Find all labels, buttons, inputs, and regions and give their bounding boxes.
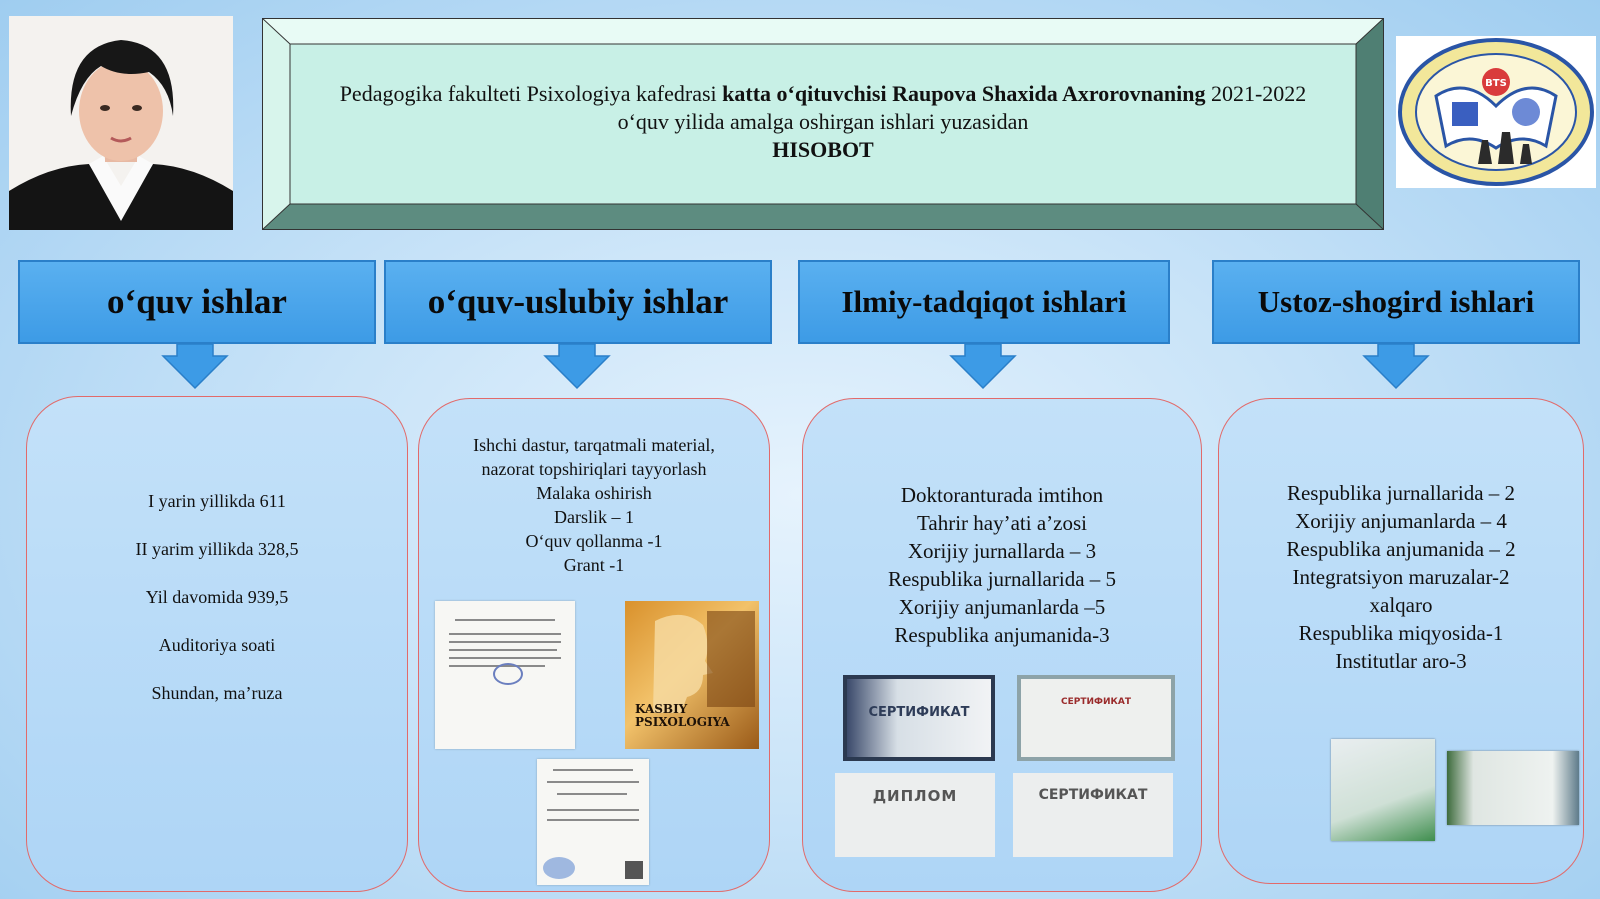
list-item: Respublika anjumanida – 2	[1286, 537, 1516, 561]
list-item: II yarim yillikda 328,5	[135, 539, 299, 559]
list-item: Darslik – 1	[554, 507, 634, 527]
category-ustoz-shogird-ishlari: Ustoz-shogird ishlari	[1212, 260, 1580, 344]
box-ilmiy-tadqiqot	[802, 398, 1202, 892]
list-item: Integratsiyon maruzalar-2	[1292, 565, 1510, 589]
list-item: Yil davomida 939,5	[145, 587, 289, 607]
list-item: O‘quv qollanma -1	[525, 531, 663, 551]
box3-lines	[803, 481, 1201, 649]
category-oquv-ishlar: o‘quv ishlar	[18, 260, 376, 344]
title-prefix: Pedagogika fakulteti Psixologiya kafedrasi	[339, 81, 723, 106]
institute-logo	[1396, 36, 1596, 188]
certificate-image	[1447, 751, 1579, 825]
certificate-image: СЕРТИФИКАТ	[843, 675, 995, 761]
book-title-line1: KASBIY	[635, 702, 688, 716]
list-item: Malaka oshirish	[536, 483, 652, 503]
certificate-image	[1331, 739, 1435, 841]
certificate-image: СЕРТИФИКАТ	[1017, 675, 1175, 761]
certificate-image: ДИПЛОМ	[835, 773, 995, 857]
list-item: xalqaro	[1369, 593, 1433, 617]
list-item: Doktoranturada imtihon	[900, 483, 1104, 507]
report-title	[290, 80, 1356, 164]
title-line3: HISOBOT	[772, 137, 874, 162]
box-ustoz-shogird	[1218, 398, 1584, 884]
arrow-down-icon	[161, 344, 229, 390]
document-image	[537, 759, 649, 885]
category-ilmiy-tadqiqot-ishlari: Ilmiy-tadqiqot ishlari	[798, 260, 1170, 344]
list-item: Ishchi dastur, tarqatmali material,	[473, 435, 715, 455]
arrow-down-icon	[1362, 344, 1430, 390]
list-item: Respublika miqyosida-1	[1298, 621, 1504, 645]
box2-lines	[419, 433, 769, 577]
list-item: Xorijiy anjumanlarda – 4	[1295, 509, 1507, 533]
list-item: Xorijiy anjumanlarda –5	[898, 595, 1106, 619]
title-frame	[262, 18, 1384, 230]
list-item: Auditoriya soati	[158, 635, 276, 655]
arrow-down-icon	[543, 344, 611, 390]
list-item: I yarin yillikda 611	[148, 491, 286, 511]
list-item: Tahrir hay’ati a’zosi	[917, 511, 1087, 535]
portrait-photo	[9, 16, 233, 230]
list-item: Xorijiy jurnallarda – 3	[907, 539, 1097, 563]
list-item: Respublika jurnallarida – 5	[887, 567, 1117, 591]
list-item: Grant -1	[563, 555, 625, 575]
book-title-line2: PSIXOLOGIYA	[635, 715, 730, 729]
box4-lines	[1219, 479, 1583, 675]
title-bold: katta o‘qituvchisi Raupova Shaxida Axrorovnaning	[722, 81, 1206, 106]
title-line2: o‘quv yilida amalga oshirgan ishlari yuzasidan	[617, 109, 1029, 134]
certificate-image: СЕРТИФИКАТ	[1013, 773, 1173, 857]
title-suffix: 2021-2022	[1205, 81, 1307, 106]
logo-text: BTS	[1485, 78, 1507, 89]
book-cover-image	[625, 601, 759, 749]
arrow-down-icon	[949, 344, 1017, 390]
list-item: Shundan, ma’ruza	[151, 683, 283, 703]
box-oquv-uslubiy	[418, 398, 770, 892]
list-item: nazorat topshiriqlari tayyorlash	[481, 459, 707, 479]
list-item: Respublika anjumanida-3	[894, 623, 1110, 647]
list-item: Respublika jurnallarida – 2	[1286, 481, 1516, 505]
box-oquv-ishlar	[26, 396, 408, 892]
category-oquv-uslubiy-ishlar: o‘quv-uslubiy ishlar	[384, 260, 772, 344]
box1-lines	[27, 477, 407, 717]
list-item: Institutlar aro-3	[1335, 649, 1467, 673]
document-image	[435, 601, 575, 749]
